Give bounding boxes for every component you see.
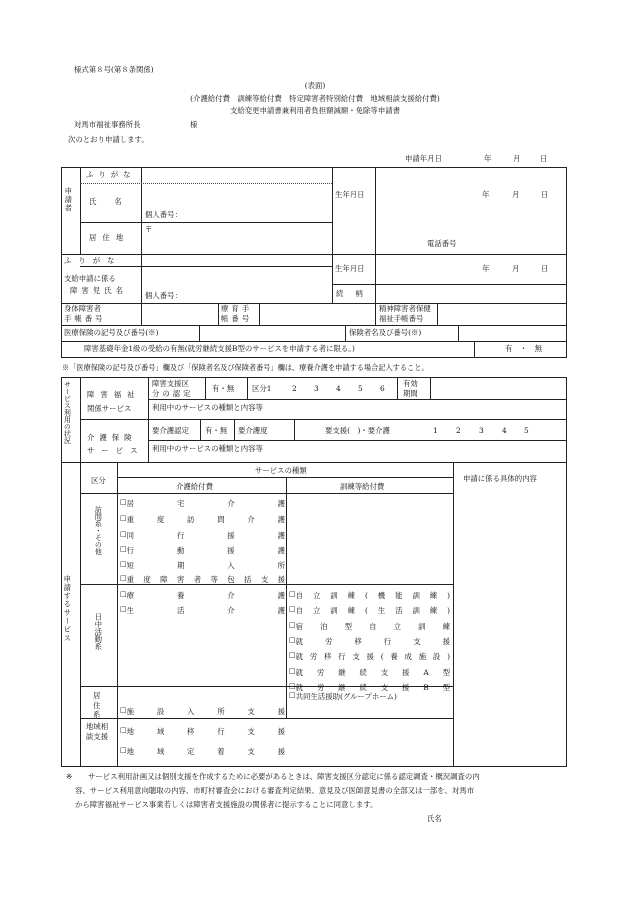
support-category-label: 区分1 <box>252 384 272 393</box>
category-residence: 居住系 <box>93 691 101 720</box>
child-name-label-1: 支給申請に係る <box>64 274 116 283</box>
care-level-1[interactable]: 1 <box>433 426 438 435</box>
checkbox-icon[interactable]: □ <box>120 590 127 598</box>
cert-label-1: 障害支援区 <box>152 379 189 388</box>
medical-insurance-label: 医療保険の記号及び番号(※) <box>64 328 159 337</box>
consent-line-2: 容、サービス利用意向聴取の内容、市町村審査会における審査判定結果、意見及び医師意見書の全部又は一部を、対馬市 <box>75 786 475 795</box>
usage-group-label: サービス利用の状況 <box>63 381 72 444</box>
training-benefits-header: 訓練等給付費 <box>340 482 385 491</box>
medical-insurance-note: ※「医療保険の記号及び番号」欄及び「保険者名及び保険者番号」欄は、療養介護を申請する場合記入すること。 <box>62 363 429 372</box>
rehab-handbook-label-1: 療育手 <box>221 304 253 313</box>
phone-label: 電話番号 <box>427 239 457 248</box>
insurer-label: 保険者名及び番号(※) <box>349 328 422 337</box>
service-kind-header: サービスの種類 <box>255 466 307 475</box>
pension-label: 障害基礎年金1級の受給の有無(就労継続支援B型のサービスを申請する者に限る。) <box>84 344 355 353</box>
checkbox-icon[interactable]: □ <box>120 746 127 754</box>
service-employment-transition[interactable]: □ 就労移行支援 <box>289 636 450 646</box>
child-birthdate-label: 生年月日 <box>335 264 365 273</box>
care-level-label: 要介護度 <box>238 426 268 435</box>
service-continuous-employment-a[interactable]: □ 就労継続支援A型 <box>289 667 450 677</box>
applicant-address-label: 居住地 <box>89 233 130 242</box>
side-label: (表面) <box>304 81 326 90</box>
category-day-activity: 日中活動系 <box>93 613 103 650</box>
mental-handbook-label-2: 福祉手帳番号 <box>379 314 424 323</box>
service-community-transition[interactable]: □ 地域移行支援 <box>120 726 285 736</box>
cert-choice[interactable]: 有・無 <box>212 384 235 393</box>
care-level-2[interactable]: 2 <box>456 426 461 435</box>
care-level-4[interactable]: 4 <box>502 426 507 435</box>
signature-name-label: 氏名 <box>427 814 442 823</box>
applicant-birth-year[interactable]: 年 <box>482 190 490 199</box>
support-category-5[interactable]: 5 <box>358 384 363 393</box>
services-group-label: 申請するサービス <box>62 575 72 643</box>
checkbox-icon[interactable]: □ <box>289 691 296 699</box>
mental-handbook-label-1: 精神障害者保健 <box>379 304 431 313</box>
checkbox-icon[interactable]: □ <box>120 498 127 506</box>
service-life-care[interactable]: □ 生活介護 <box>120 605 285 615</box>
physical-handbook-label-2: 手帳番号 <box>64 314 106 323</box>
category-visit: 訪問系・その他 <box>94 506 103 555</box>
welfare-service-label-2: 関係サービス <box>87 404 132 413</box>
support-category-2[interactable]: 2 <box>292 384 297 393</box>
date-month[interactable]: 月 <box>513 154 521 163</box>
checkbox-icon[interactable]: □ <box>120 726 127 734</box>
care-insurance-label-2: サービス <box>87 446 145 455</box>
care-detail-label: 利用中のサービスの種類と内容等 <box>152 444 263 453</box>
category-consult: 地域相談支援 <box>85 722 109 741</box>
checkbox-icon[interactable]: □ <box>289 682 296 690</box>
category-header: 区分 <box>91 476 106 485</box>
service-functional-training[interactable]: □ 自立訓練(機能訓練) <box>289 590 450 600</box>
service-short-stay[interactable]: □ 短期入所 <box>120 560 285 570</box>
applicant-birth-month[interactable]: 月 <box>512 190 520 199</box>
service-residential-training[interactable]: □ 宿泊型自立訓練 <box>289 621 450 631</box>
welfare-detail-label: 利用中のサービスの種類と内容等 <box>152 403 263 412</box>
title-line-1: (介護給付費 訓練等給付費 特定障害者特別給付費 地域相談支援給付費) <box>190 94 440 103</box>
checkbox-icon[interactable]: □ <box>120 560 127 568</box>
checkbox-icon[interactable]: □ <box>120 514 127 522</box>
care-level-5[interactable]: 5 <box>524 426 529 435</box>
addressee-honorific: 様 <box>190 120 198 129</box>
valid-period-label-1: 有効 <box>403 379 418 388</box>
child-furigana-label: ふりがな <box>64 256 122 265</box>
date-day[interactable]: 日 <box>540 154 548 163</box>
applicant-birthdate-label: 生年月日 <box>335 190 365 199</box>
checkbox-icon[interactable]: □ <box>120 574 127 582</box>
applicant-birth-day[interactable]: 日 <box>541 190 549 199</box>
support-level-label[interactable]: 要支援( )・要介護 <box>325 426 390 435</box>
child-birth-year[interactable]: 年 <box>482 264 490 273</box>
checkbox-icon[interactable]: □ <box>289 590 296 598</box>
postal-mark: 〒 <box>145 225 153 234</box>
service-accompany[interactable]: □ 同行援護 <box>120 530 285 540</box>
service-facility-admission[interactable]: □ 施設入所支援 <box>120 706 285 716</box>
checkbox-icon[interactable]: □ <box>289 636 296 644</box>
service-employment-transition-training[interactable]: □ 就労移行支援(養成施設) <box>289 651 450 661</box>
valid-period-label-2: 期間 <box>403 389 418 398</box>
cert-label-2: 分の認定 <box>152 389 194 398</box>
pension-choice[interactable]: 有 ・ 無 <box>505 344 542 353</box>
checkbox-icon[interactable]: □ <box>289 651 296 659</box>
service-life-training[interactable]: □ 自立訓練(生活訓練) <box>289 605 450 615</box>
service-group-home[interactable]: □ 共同生活援助(グループホーム) <box>289 691 397 701</box>
checkbox-icon[interactable]: □ <box>289 621 296 629</box>
checkbox-icon[interactable]: □ <box>120 605 127 613</box>
physical-handbook-label-1: 身体障害者 <box>64 304 101 313</box>
checkbox-icon[interactable]: □ <box>120 706 127 714</box>
child-name-label-2: 障害児氏名 <box>70 286 127 295</box>
care-cert-choice[interactable]: 有・無 <box>205 426 228 435</box>
application-date-label: 申請年月日 <box>405 154 442 163</box>
service-home-care[interactable]: □ 居宅介護 <box>120 498 285 508</box>
addressee: 対馬市福祉事務所長 <box>74 120 141 129</box>
support-category-4[interactable]: 4 <box>336 384 341 393</box>
applicant-name-label: 氏名 <box>89 197 140 206</box>
consent-mark: ※ <box>66 772 73 781</box>
welfare-service-label-1: 障害福祉 <box>87 390 141 399</box>
child-personal-number-label: 個人番号： <box>145 291 182 300</box>
support-category-3[interactable]: 3 <box>314 384 319 393</box>
relationship-label: 続柄 <box>336 289 375 298</box>
service-continuous-employment-b[interactable]: □ 就労継続支援B型 <box>289 682 450 692</box>
care-benefits-header: 介護給付費 <box>176 482 213 491</box>
date-year[interactable]: 年 <box>484 154 492 163</box>
service-community-settlement[interactable]: □ 地域定着支援 <box>120 746 285 756</box>
detail-header: 申請に係る具体的内容 <box>463 474 537 483</box>
rehab-handbook-label-2: 帳番号 <box>221 314 253 323</box>
care-insurance-label-1: 介護保険 <box>87 433 137 442</box>
applicant-furigana-label: ふりがな <box>86 170 136 179</box>
service-comprehensive-support[interactable]: □ 重度障害者等包括支援 <box>120 574 285 584</box>
consent-line-1: サービス利用計画又は個別支援を作成するために必要があるときは、障害支援区分認定に係る認定調査・概況調査の内 <box>88 772 480 781</box>
care-level-3[interactable]: 3 <box>479 426 484 435</box>
checkbox-icon[interactable]: □ <box>289 667 296 675</box>
applicant-personal-number-label: 個人番号： <box>145 210 182 219</box>
applicant-group-label: 申請者 <box>63 187 73 213</box>
care-cert-label: 要介護認定 <box>152 426 189 435</box>
service-severe-visit-care[interactable]: □ 重度訪問介護 <box>120 514 285 524</box>
service-medical-care[interactable]: □ 療養介護 <box>120 590 285 600</box>
consent-line-3: から障害福祉サービス事業若しくは障害者支援施設の関係者に提示することに同意します。 <box>75 800 378 809</box>
child-birth-month[interactable]: 月 <box>512 264 520 273</box>
support-category-6[interactable]: 6 <box>380 384 385 393</box>
form-number: 様式第８号(第８条関係) <box>74 65 154 74</box>
intro-text: 次のとおり申請します。 <box>68 135 149 144</box>
checkbox-icon[interactable]: □ <box>120 530 127 538</box>
checkbox-icon[interactable]: □ <box>120 545 127 553</box>
service-behavior-support[interactable]: □ 行動援護 <box>120 545 285 555</box>
page-title: 支給変更申請書兼利用者負担額減額・免除等申請書 <box>230 106 400 115</box>
checkbox-icon[interactable]: □ <box>289 605 296 613</box>
child-birth-day[interactable]: 日 <box>541 264 549 273</box>
